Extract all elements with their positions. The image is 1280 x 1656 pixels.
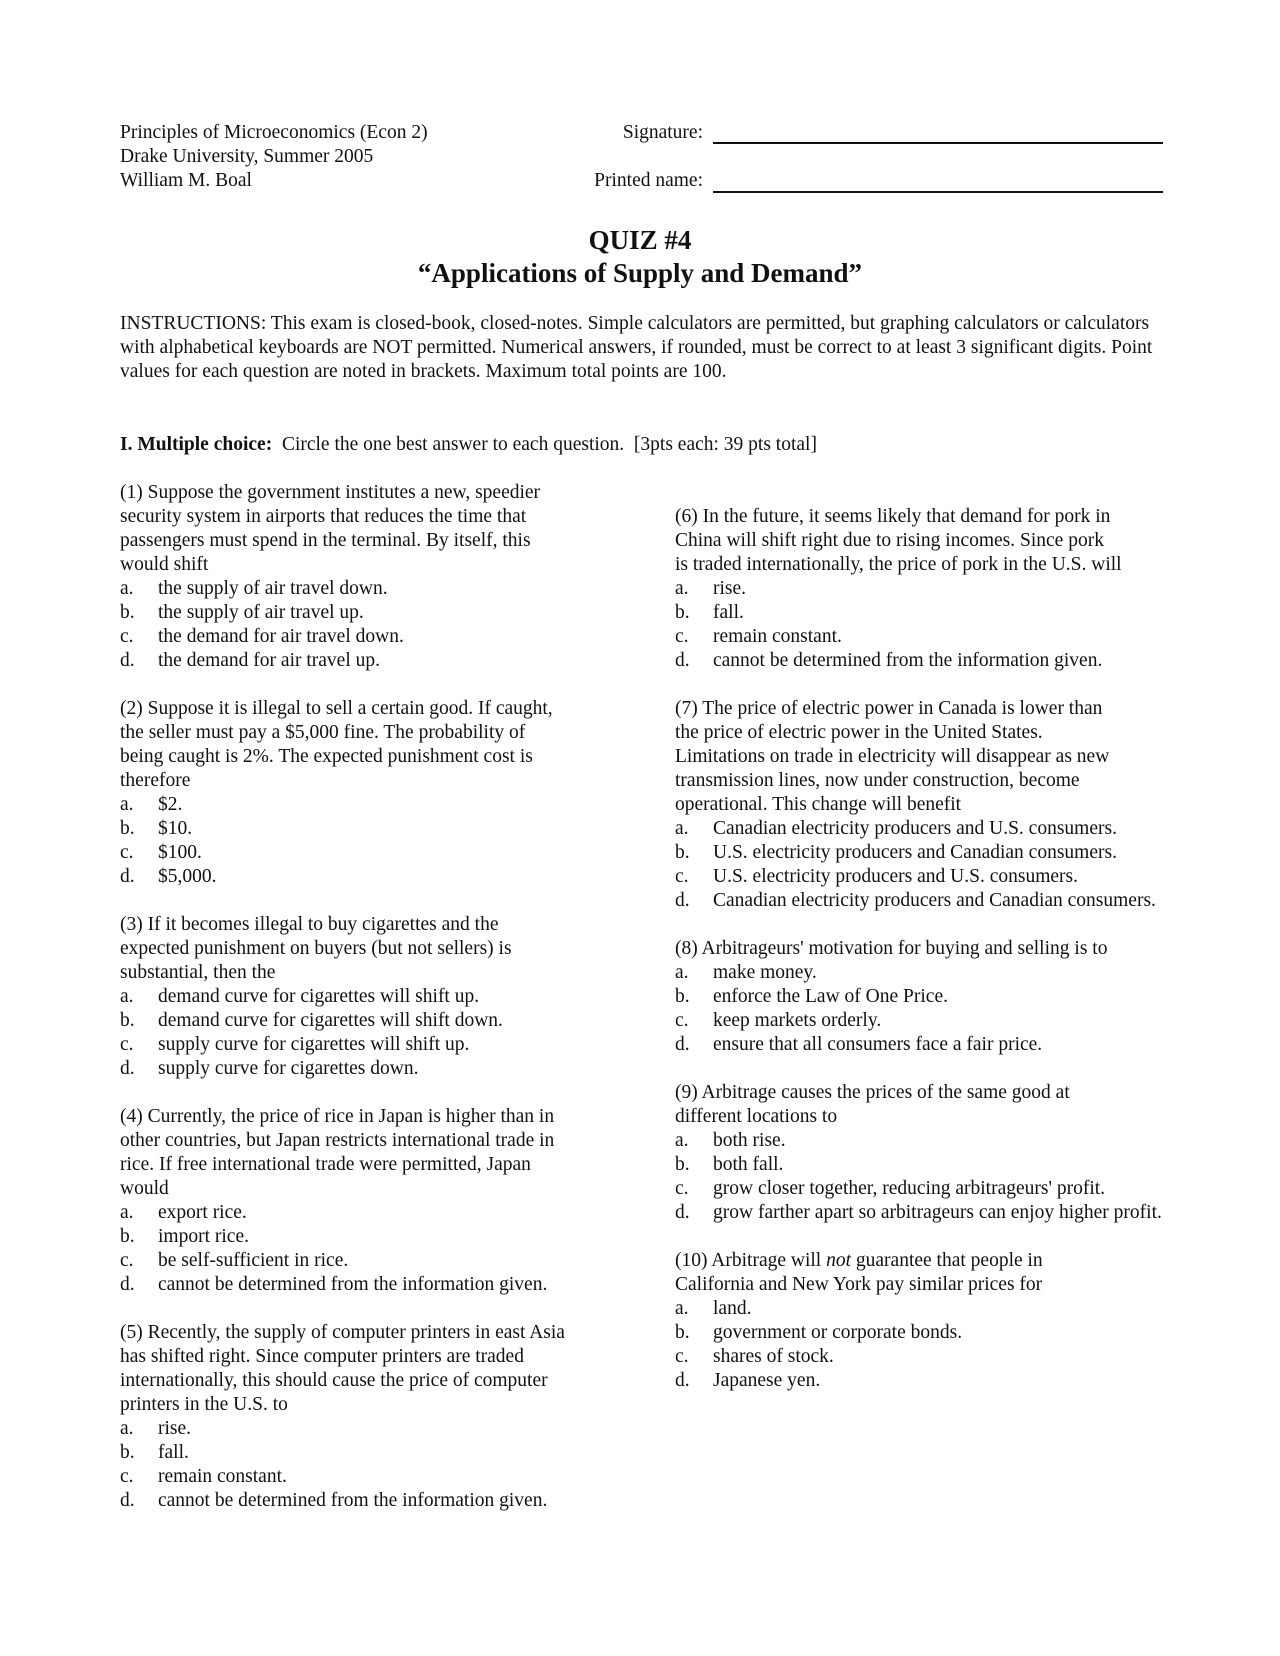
instructor-name: William M. Boal (120, 170, 252, 191)
option-d[interactable] (120, 1057, 600, 1081)
option-text: demand curve for cigarettes will shift down. (158, 1010, 503, 1031)
option-text: both fall. (713, 1154, 784, 1175)
option-letter: a. (120, 578, 134, 599)
option-letter: b. (120, 1442, 135, 1463)
question-text: (8) Arbitrageurs' motivation for buying and selling is to (675, 938, 1108, 959)
option-letter: c. (120, 626, 134, 647)
option-letter: d. (675, 650, 690, 671)
question-text: (9) Arbitrage causes the prices of the same good at different locations to (675, 1082, 1070, 1127)
question-6 (675, 505, 1165, 673)
option-b[interactable] (675, 1321, 1165, 1345)
option-letter: a. (675, 818, 689, 839)
option-a[interactable] (675, 961, 1165, 985)
option-text: land. (713, 1298, 752, 1319)
option-text: fall. (158, 1442, 189, 1463)
option-b[interactable] (120, 1225, 600, 1249)
question-5 (120, 1321, 600, 1513)
option-letter: a. (675, 962, 689, 983)
option-c[interactable] (120, 841, 600, 865)
option-c[interactable] (120, 1249, 600, 1273)
question-4 (120, 1105, 600, 1297)
option-letter: b. (675, 986, 690, 1007)
option-c[interactable] (675, 1345, 1165, 1369)
question-text: (4) Currently, the price of rice in Japan is higher than in other countries, but Japan restricts international trade in rice. If free international trade were permitted, Japan would (120, 1106, 555, 1199)
option-a[interactable] (120, 1201, 600, 1225)
option-letter: c. (120, 1466, 134, 1487)
option-text: supply curve for cigarettes will shift up. (158, 1034, 470, 1055)
option-letter: a. (675, 578, 689, 599)
option-text: $10. (158, 818, 193, 839)
question-7 (675, 697, 1165, 913)
option-text: $5,000. (158, 866, 217, 887)
option-c[interactable] (675, 625, 1165, 649)
questions-column-left (120, 481, 600, 1537)
question-text: (6) In the future, it seems likely that demand for pork in China will shift right due to rising incomes. Since pork is traded internationally, the price of pork in the U.S. will (675, 506, 1122, 575)
option-letter: c. (120, 1250, 134, 1271)
option-a[interactable] (120, 577, 600, 601)
option-b[interactable] (675, 841, 1165, 865)
option-letter: b. (675, 842, 690, 863)
option-text: rise. (158, 1418, 192, 1439)
option-text: be self-sufficient in rice. (158, 1250, 349, 1271)
question-text: (3) If it becomes illegal to buy cigarettes and the expected punishment on buyers (but not sellers) is substantial, then the (120, 914, 512, 983)
option-text: grow farther apart so arbitrageurs can enjoy higher profit. (713, 1202, 1162, 1223)
option-letter: a. (120, 986, 134, 1007)
option-text: enforce the Law of One Price. (713, 986, 948, 1007)
section-label: I. Multiple choice: (120, 434, 273, 455)
question-text (675, 1249, 1165, 1297)
option-letter: b. (120, 602, 135, 623)
printed-name-label: Printed name: (594, 170, 703, 191)
option-text: cannot be determined from the information given. (158, 1274, 548, 1295)
option-text: U.S. electricity producers and Canadian consumers. (713, 842, 1117, 863)
option-c[interactable] (675, 1177, 1165, 1201)
question-text-before: (10) Arbitrage will (675, 1250, 827, 1271)
option-b[interactable] (120, 817, 600, 841)
section-text: Circle the one best answer to each question. [3pts each: 39 pts total] (272, 434, 817, 455)
question-10 (675, 1249, 1165, 1393)
option-b[interactable] (675, 985, 1165, 1009)
option-letter: b. (675, 1322, 690, 1343)
option-letter: d. (120, 1490, 135, 1511)
option-text: import rice. (158, 1226, 249, 1247)
option-c[interactable] (120, 625, 600, 649)
option-letter: c. (675, 1178, 689, 1199)
option-letter: d. (120, 1274, 135, 1295)
option-c[interactable] (675, 865, 1165, 889)
option-d[interactable] (120, 865, 600, 889)
section-heading (120, 433, 817, 457)
option-text: remain constant. (158, 1466, 287, 1487)
option-letter: b. (675, 1154, 690, 1175)
question-emphasis: not (826, 1250, 852, 1271)
option-a[interactable] (120, 985, 600, 1009)
option-letter: c. (675, 626, 689, 647)
option-c[interactable] (675, 1009, 1165, 1033)
option-letter: c. (675, 866, 689, 887)
option-text: the demand for air travel down. (158, 626, 404, 647)
instructions: INSTRUCTIONS: This exam is closed-book, closed-notes. Simple calculators are permitted, but graphing calculators or calculators with alphabetical keyboards are NOT permitted. Numerical answers, if rounded, must be correct to at least 3 significant digits. Point values for each question are noted in brackets. Maximum total points are 100. (120, 313, 1153, 382)
option-letter: a. (120, 1202, 134, 1223)
option-text: ensure that all consumers face a fair price. (713, 1034, 1043, 1055)
question-text-after: guarantee that people in California and New York pay similar prices for (675, 1250, 1043, 1295)
option-text: $100. (158, 842, 202, 863)
quiz-title (0, 224, 1280, 290)
question-8 (675, 937, 1165, 1057)
option-a[interactable] (675, 1297, 1165, 1321)
option-d[interactable] (120, 1273, 600, 1297)
question-text: (1) Suppose the government institutes a new, speedier security system in airports that reduces the time that passengers must spend in the terminal. By itself, this would shift (120, 482, 541, 575)
option-a[interactable] (675, 817, 1165, 841)
option-b[interactable] (120, 1441, 600, 1465)
option-text: government or corporate bonds. (713, 1322, 963, 1343)
option-text: shares of stock. (713, 1346, 834, 1367)
option-d[interactable] (675, 1369, 1165, 1393)
option-c[interactable] (120, 1033, 600, 1057)
quiz-number: QUIZ #4 (588, 225, 692, 255)
option-b[interactable] (675, 601, 1165, 625)
option-text: $2. (158, 794, 183, 815)
signature-label: Signature: (622, 122, 703, 143)
option-text: make money. (713, 962, 817, 983)
course-name: Principles of Microeconomics (Econ 2) (120, 122, 428, 143)
question-9 (675, 1081, 1165, 1225)
question-1 (120, 481, 600, 673)
option-d[interactable] (120, 649, 600, 673)
option-text: grow closer together, reducing arbitrageurs' profit. (713, 1178, 1106, 1199)
option-letter: a. (120, 794, 134, 815)
option-text: U.S. electricity producers and U.S. consumers. (713, 866, 1078, 887)
option-text: the demand for air travel up. (158, 650, 380, 671)
option-text: Canadian electricity producers and Canadian consumers. (713, 890, 1156, 911)
option-text: demand curve for cigarettes will shift up. (158, 986, 480, 1007)
option-letter: a. (120, 1418, 134, 1439)
option-d[interactable] (675, 1033, 1165, 1057)
questions-column-right (675, 505, 1165, 1417)
option-text: fall. (713, 602, 744, 623)
option-letter: c. (120, 1034, 134, 1055)
option-a[interactable] (675, 1129, 1165, 1153)
option-letter: d. (120, 866, 135, 887)
option-b[interactable] (120, 601, 600, 625)
option-text: keep markets orderly. (713, 1010, 882, 1031)
option-text: rise. (713, 578, 747, 599)
course-info (120, 121, 428, 193)
option-c[interactable] (120, 1465, 600, 1489)
option-letter: d. (120, 650, 135, 671)
signature-line[interactable] (713, 142, 1163, 144)
option-text: Japanese yen. (713, 1370, 821, 1391)
option-letter: c. (675, 1346, 689, 1367)
question-text: (7) The price of electric power in Canada is lower than the price of electric power in the United States. Limitations on trade in electricity will disappear as new transmission lines, now under construction, become operational. This change will benefit (675, 698, 1110, 815)
option-letter: d. (675, 1202, 690, 1223)
question-3 (120, 913, 600, 1081)
option-d[interactable] (675, 1201, 1165, 1225)
option-text: the supply of air travel down. (158, 578, 388, 599)
option-letter: b. (675, 602, 690, 623)
printed-name-line[interactable] (713, 191, 1163, 193)
question-text: (2) Suppose it is illegal to sell a certain good. If caught, the seller must pay a $5,000 fine. The probability of being caught is 2%. The expected punishment cost is therefore (120, 698, 553, 791)
option-a[interactable] (120, 1417, 600, 1441)
option-text: remain constant. (713, 626, 842, 647)
university-term: Drake University, Summer 2005 (120, 146, 374, 167)
option-text: supply curve for cigarettes down. (158, 1058, 419, 1079)
option-d[interactable] (120, 1489, 600, 1513)
option-letter: d. (120, 1058, 135, 1079)
option-a[interactable] (120, 793, 600, 817)
option-letter: d. (675, 890, 690, 911)
option-letter: b. (120, 1010, 135, 1031)
option-letter: a. (675, 1130, 689, 1151)
question-2 (120, 697, 600, 889)
option-text: Canadian electricity producers and U.S. consumers. (713, 818, 1117, 839)
option-text: the supply of air travel up. (158, 602, 364, 623)
option-b[interactable] (675, 1153, 1165, 1177)
option-letter: c. (675, 1010, 689, 1031)
option-letter: d. (675, 1034, 690, 1055)
option-text: cannot be determined from the information given. (713, 650, 1103, 671)
quiz-subtitle: “Applications of Supply and Demand” (417, 258, 863, 288)
option-letter: b. (120, 1226, 135, 1247)
option-b[interactable] (120, 1009, 600, 1033)
option-d[interactable] (675, 889, 1165, 913)
question-text: (5) Recently, the supply of computer printers in east Asia has shifted right. Since computer printers are traded internationally, this should cause the price of computer printers in the U.S. to (120, 1322, 565, 1415)
option-text: export rice. (158, 1202, 247, 1223)
option-letter: c. (120, 842, 134, 863)
option-a[interactable] (675, 577, 1165, 601)
option-text: both rise. (713, 1130, 786, 1151)
option-letter: a. (675, 1298, 689, 1319)
option-text: cannot be determined from the information given. (158, 1490, 548, 1511)
option-letter: b. (120, 818, 135, 839)
option-d[interactable] (675, 649, 1165, 673)
option-letter: d. (675, 1370, 690, 1391)
